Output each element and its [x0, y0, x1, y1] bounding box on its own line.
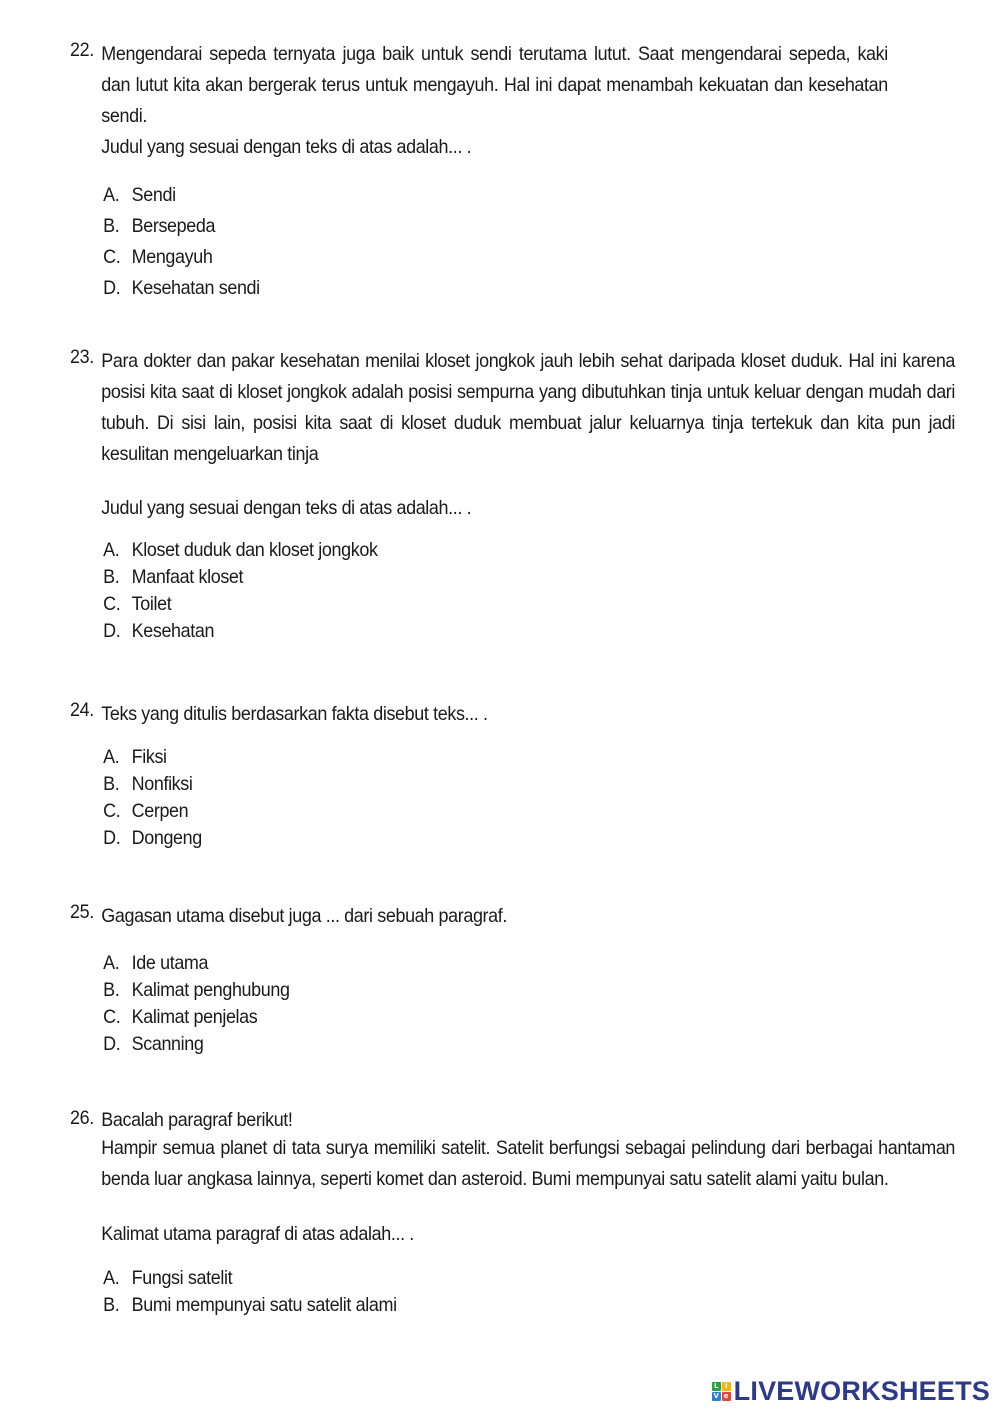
logo-mark-cell: i [722, 1382, 731, 1391]
answer-options [101, 744, 956, 852]
option-d[interactable]: D. Dongeng [103, 827, 202, 849]
question-24 [70, 699, 956, 852]
liveworksheets-logo [712, 1376, 990, 1407]
answer-options [101, 537, 956, 645]
question-prompt: Judul yang sesuai dengan teks di atas adalah... . [101, 136, 472, 158]
liveworksheets-logo-icon [712, 1382, 731, 1401]
option-a[interactable]: A. Fungsi satelit [103, 1267, 233, 1289]
question-number: 25. [70, 901, 94, 923]
option-c[interactable]: C. Mengayuh [103, 246, 213, 268]
option-b[interactable]: B. Manfaat kloset [103, 566, 244, 588]
question-26 [70, 1107, 956, 1319]
question-prompt: Kalimat utama paragraf di atas adalah... . [101, 1223, 414, 1245]
answer-options [101, 950, 956, 1058]
logo-mark-cell: L [712, 1382, 721, 1391]
answer-options [101, 180, 956, 304]
option-a[interactable]: A. Fiksi [103, 746, 167, 768]
option-c[interactable]: C. Toilet [103, 593, 172, 615]
option-a[interactable]: A. Kloset duduk dan kloset jongkok [103, 539, 378, 561]
question-prompt: Teks yang ditulis berdasarkan fakta disebut teks... . [101, 703, 488, 725]
question-number: 26. [70, 1107, 94, 1129]
option-d[interactable]: D. Scanning [103, 1033, 204, 1055]
answer-options [101, 1265, 956, 1319]
question-number: 22. [70, 39, 94, 61]
question-number: 23. [70, 346, 94, 368]
option-c[interactable]: C. Kalimat penjelas [103, 1006, 258, 1028]
logo-text: LIVEWORKSHEETS [733, 1376, 990, 1406]
option-b[interactable]: B. Bersepeda [103, 215, 216, 237]
option-a[interactable]: A. Sendi [103, 184, 176, 206]
option-b[interactable]: B. Kalimat penghubung [103, 979, 290, 1001]
option-d[interactable]: D. Kesehatan [103, 620, 215, 642]
question-23 [70, 346, 956, 645]
option-a[interactable]: A. Ide utama [103, 952, 209, 974]
logo-mark-cell: e [722, 1392, 731, 1401]
option-b[interactable]: B. Bumi mempunyai satu satelit alami [103, 1294, 397, 1316]
logo-mark-cell: V [713, 1392, 719, 1400]
question-number: 24. [70, 699, 94, 721]
question-25 [70, 901, 956, 1058]
question-paragraph: Para dokter dan pakar kesehatan menilai kloset jongkok jauh lebih sehat daripada kloset duduk. Hal ini karena posisi kita saat di kloset jongkok adalah posisi sempurna yang dibutuhkan tinja untuk keluar dengan mudah dari tubuh. Di sisi lain, posisi kita saat di kloset duduk membuat jalur keluarnya tinja tertekuk dan kita pun jadi kesulitan mengeluarkan tinja [101, 350, 956, 465]
question-intro: Bacalah paragraf berikut! [101, 1109, 293, 1131]
question-paragraph: Hampir semua planet di tata surya memiliki satelit. Satelit berfungsi sebagai pelindung dari berbagai hantaman benda luar angkasa lainnya, seperti komet dan asteroid. Bumi mempunyai satu satelit alami yaitu bulan. [101, 1137, 956, 1190]
question-prompt: Gagasan utama disebut juga ... dari sebuah paragraf. [101, 905, 508, 927]
option-d[interactable]: D. Kesehatan sendi [103, 277, 260, 299]
question-22 [70, 39, 956, 304]
option-b[interactable]: B. Nonfiksi [103, 773, 193, 795]
question-paragraph: Mengendarai sepeda ternyata juga baik untuk sendi terutama lutut. Saat mengendarai sepeda, kaki dan lutut kita akan bergerak terus untuk mengayuh. Hal ini dapat menambah kekuatan dan kesehatan sendi. [101, 43, 888, 127]
option-c[interactable]: C. Cerpen [103, 800, 189, 822]
question-prompt: Judul yang sesuai dengan teks di atas adalah... . [101, 497, 472, 519]
